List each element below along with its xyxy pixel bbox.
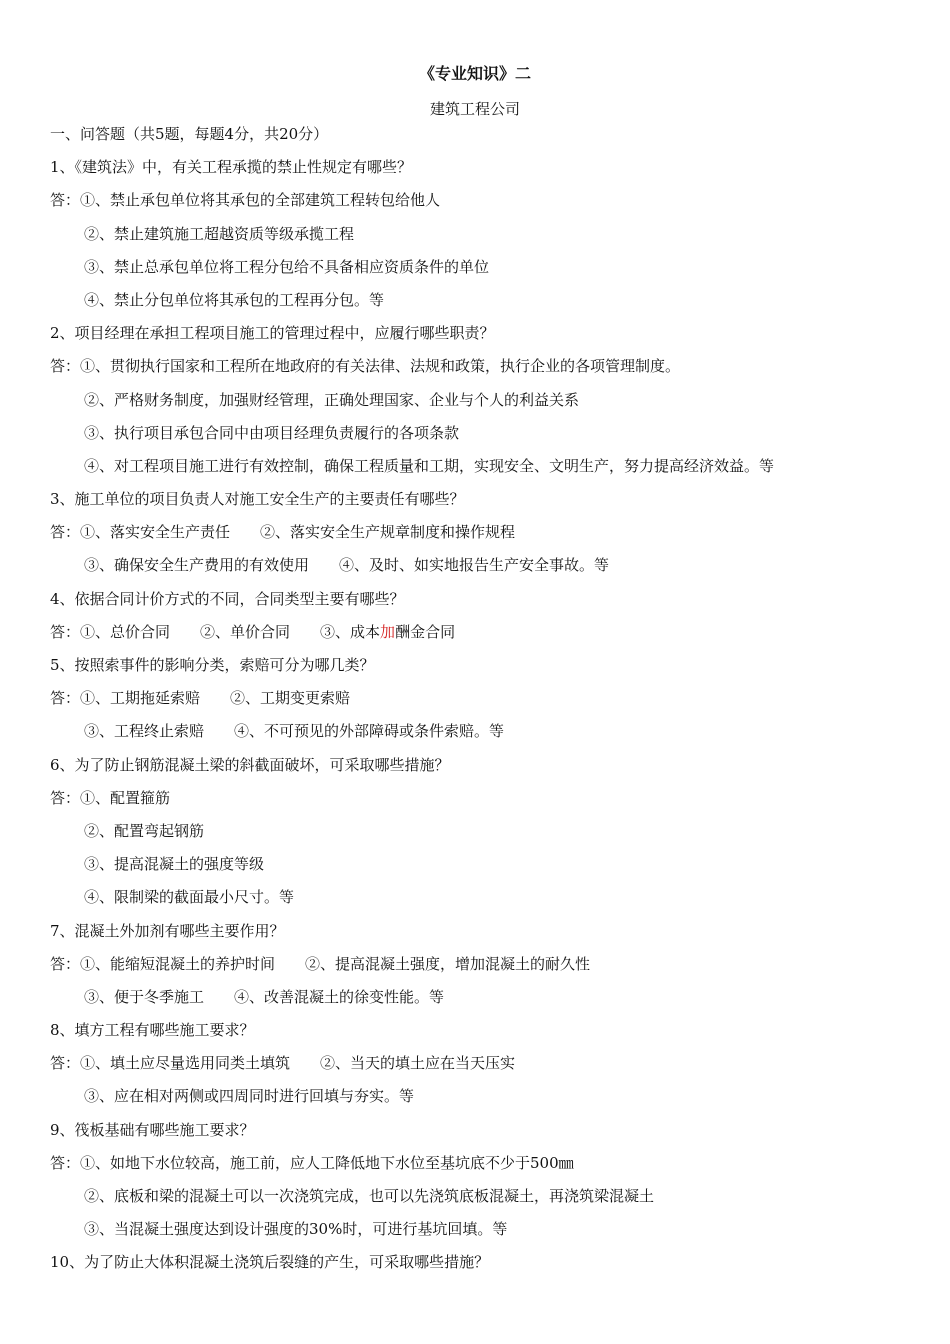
text-segment: ③、禁止总承包单位将工程分包给不具备相应资质条件的单位 [84, 257, 490, 276]
question-7 [0, 919, 950, 952]
text-segment: ④、对工程项目施工进行有效控制，确保工程质量和工期，实现安全、文明生产，努力提高经济效益。等 [84, 456, 775, 475]
text-segment: ②、底板和梁的混凝土可以一次浇筑完成，也可以先浇筑底板混凝土，再浇筑梁混凝土 [84, 1187, 655, 1205]
text-segment: ③、工程终止索赔 [84, 722, 205, 741]
answer-line [0, 1051, 950, 1084]
text-segment: 酬金合同 [395, 622, 456, 641]
document-subtitle: 建筑工程公司 [429, 100, 520, 118]
question-6 [0, 753, 950, 786]
question-4 [0, 587, 950, 620]
answer-line [0, 719, 950, 752]
answer-line [0, 952, 950, 985]
answer-line [0, 188, 950, 221]
question-10 [0, 1250, 950, 1283]
text-segment: ④、及时、如实地报告生产安全事故。等 [339, 556, 610, 575]
answer-line [0, 288, 950, 321]
text-segment: 7、混凝土外加剂有哪些主要作用？ [50, 921, 285, 940]
text-segment: 1、《建筑法》中，有关工程承揽的禁止性规定有哪些？ [50, 158, 413, 177]
text-segment: ③、成本 [320, 622, 381, 641]
text-segment: ④、限制梁的截面最小尺寸。等 [84, 888, 295, 907]
answer-line [0, 553, 950, 586]
text-segment: 答：①、落实安全生产责任 [50, 523, 231, 542]
highlighted-char: 加 [380, 622, 396, 641]
text-segment: 8、填方工程有哪些施工要求？ [50, 1021, 255, 1040]
text-segment: ③、应在相对两侧或四周同时进行回填与夯实。等 [84, 1087, 415, 1106]
question-5 [0, 653, 950, 686]
text-segment: 一、问答题（共5题，每题4分，共20分） [50, 125, 329, 143]
text-segment: ④、禁止分包单位将其承包的工程再分包。等 [84, 290, 385, 309]
answer-line [0, 852, 950, 885]
question-3 [0, 487, 950, 520]
text-segment: 5、按照索事件的影响分类，索赔可分为哪几类？ [50, 656, 375, 674]
answer-line [0, 1084, 950, 1117]
text-segment: 3、施工单位的项目负责人对施工安全生产的主要责任有哪些？ [50, 490, 465, 509]
question-9 [0, 1118, 950, 1151]
text-segment: ②、严格财务制度，加强财经管理，正确处理国家、企业与个人的利益关系 [84, 390, 580, 409]
answer-line [0, 1184, 950, 1217]
question-2 [0, 321, 950, 354]
answer-line [0, 354, 950, 387]
text-segment: 2、项目经理在承担工程项目施工的管理过程中，应履行哪些职责？ [50, 324, 495, 343]
text-segment: ②、禁止建筑施工超越资质等级承揽工程 [84, 224, 355, 243]
answer-line [0, 620, 950, 653]
answer-line [0, 885, 950, 918]
question-8 [0, 1018, 950, 1051]
text-segment: ②、当天的填土应在当天压实 [320, 1054, 516, 1073]
answer-line [0, 985, 950, 1018]
text-segment: ②、配置弯起钢筋 [84, 821, 205, 840]
text-segment: 答：①、配置箍筋 [50, 788, 171, 807]
question-1 [0, 155, 950, 188]
answer-line [0, 222, 950, 255]
text-segment: 答：①、填土应尽量选用同类土填筑 [50, 1054, 291, 1073]
answer-line [0, 686, 950, 719]
text-segment [320, 623, 455, 641]
answer-line [0, 388, 950, 421]
answer-line [0, 255, 950, 288]
section-heading [0, 122, 950, 155]
text-segment: ②、工期变更索赔 [230, 689, 351, 708]
text-segment: 答：①、如地下水位较高，施工前，应人工降低地下水位至基坑底不少于500㎜ [50, 1153, 574, 1172]
document-body [0, 122, 950, 1284]
answer-line [0, 421, 950, 454]
answer-line [0, 454, 950, 487]
text-segment: ②、单价合同 [200, 622, 291, 641]
text-segment: 6、为了防止钢筋混凝土梁的斜截面破坏，可采取哪些措施？ [50, 755, 450, 774]
text-segment: ③、便于冬季施工 [84, 987, 205, 1006]
text-segment: 答：①、总价合同 [50, 622, 171, 641]
text-segment: ②、落实安全生产规章制度和操作规程 [260, 523, 516, 542]
text-segment: ③、当混凝土强度达到设计强度的30%时，可进行基坑回填。等 [84, 1220, 508, 1239]
answer-line [0, 520, 950, 553]
text-segment: ④、不可预见的外部障碍或条件索赔。等 [234, 722, 505, 741]
text-segment: ③、提高混凝土的强度等级 [84, 855, 265, 874]
text-segment: 答：①、能缩短混凝土的养护时间 [50, 954, 276, 973]
text-segment: 答：①、禁止承包单位将其承包的全部建筑工程转包给他人 [50, 191, 441, 210]
text-segment: ③、执行项目承包合同中由项目经理负责履行的各项条款 [84, 423, 460, 442]
answer-line [0, 1151, 950, 1184]
answer-line [0, 819, 950, 852]
answer-line [0, 786, 950, 819]
text-segment: ③、确保安全生产费用的有效使用 [84, 556, 310, 575]
text-segment: 4、依据合同计价方式的不同，合同类型主要有哪些？ [50, 589, 405, 608]
text-segment: 答：①、贯彻执行国家和工程所在地政府的有关法律、法规和政策，执行企业的各项管理制度。 [50, 357, 681, 376]
text-segment: 9、筏板基础有哪些施工要求？ [50, 1120, 255, 1139]
text-segment: 答：①、工期拖延索赔 [50, 689, 201, 708]
text-segment: ④、改善混凝土的徐变性能。等 [234, 987, 445, 1006]
answer-line [0, 1217, 950, 1250]
text-segment: 10、为了防止大体积混凝土浇筑后裂缝的产生，可采取哪些措施？ [50, 1253, 490, 1272]
document-title: 《专业知识》二 [418, 64, 531, 83]
text-segment: ②、提高混凝土强度，增加混凝土的耐久性 [305, 954, 591, 973]
